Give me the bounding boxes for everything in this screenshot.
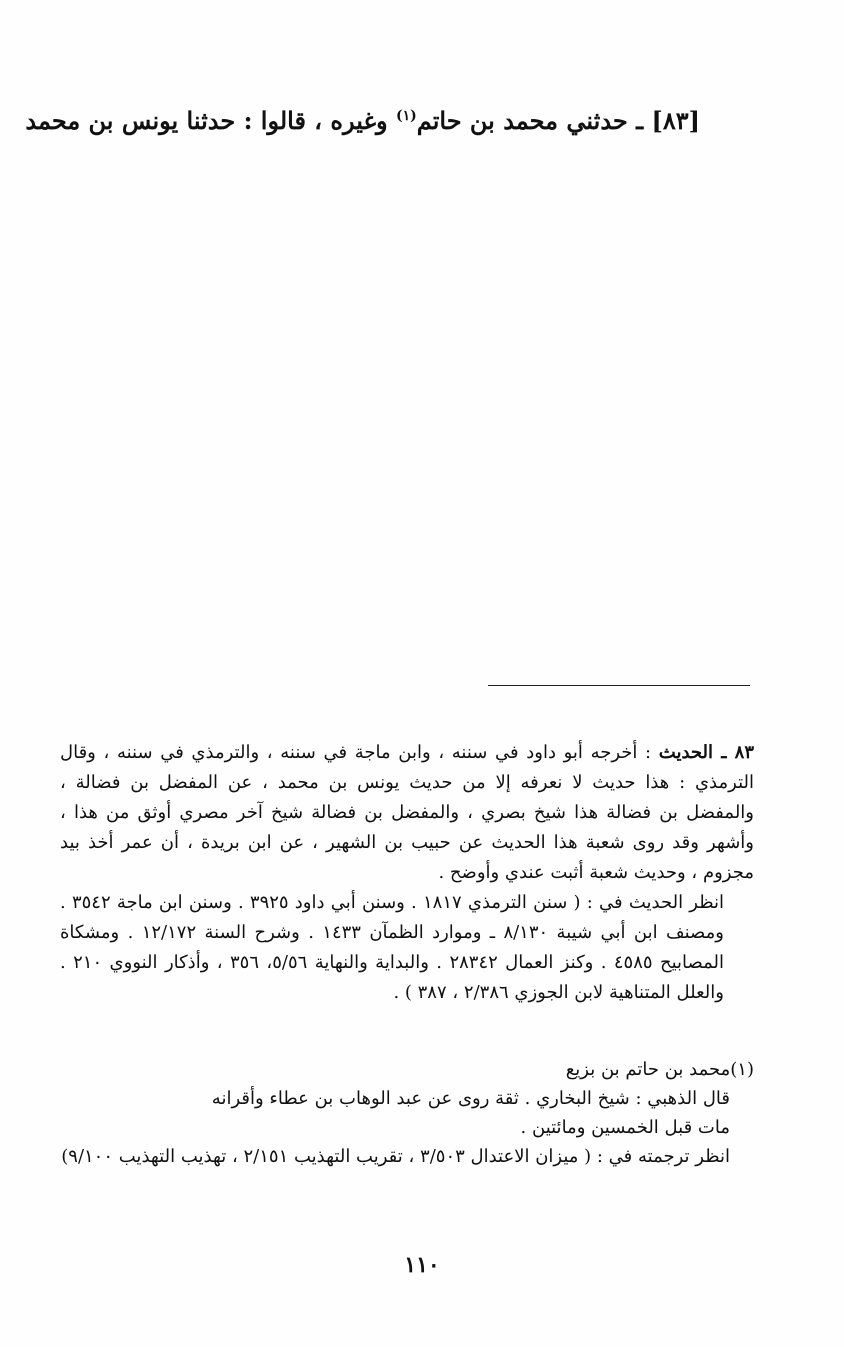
narrator-footnote — [60, 1055, 754, 1171]
hadith-sources: انظر الحديث في : ( سنن الترمذي ١٨١٧ . وسنن أبي داود ٣٩٢٥ . وسنن ابن ماجة ٣٥٤٢ . ومصنف ابن أبي شيبة ٨/١٣٠ ـ وموارد الظمآن ١٤٣٣ . وشرح السنة ١٢/١٧٢ . ومشكاة المصابيح ٤٥٨٥ . وكنز العمال ٢٨٣٤٢ . والبداية والنهاية ٥/٥٦، ٣٥٦ ، وأذكار النووي ٢١٠ . والعلل المتناهية لابن الجوزي ٢/٣٨٦ ، ٣٨٧ ) . — [60, 892, 725, 1003]
footnote-line-3: انظر ترجمته في : ( ميزان الاعتدال ٣/٥٠٣ ، تقريب التهذيب ٢/١٥١ ، تهذيب التهذيب ٩/١٠٠) — [61, 1146, 730, 1167]
hadith-number: [٨٣] — [651, 106, 700, 135]
footnote-reference-mark: (١) — [395, 108, 417, 124]
hadith-notes — [60, 738, 754, 1008]
page-number: ١١٠ — [404, 1252, 440, 1278]
hadith-note-label: ٨٣ ـ الحديث — [658, 742, 754, 763]
footnote-line-2: مات قبل الخمسين ومائتين . — [520, 1117, 730, 1138]
hadith-note-text: : أخرجه أبو داود في سننه ، وابن ماجة في سننه ، والترمذي في سننه ، وقال الترمذي : هذا حديث لا نعرفه إلا من حديث يونس بن محمد ، عن المفضل بن فضالة ، والمفضل بن فضالة هذا شيخ بصري ، والمفضل بن فضالة شيخ آخر مصري أوثق من هذا ، وأشهر وقد روى شعبة هذا الحديث عن حبيب بن الشهير ، عن ابن بريدة ، أن عمر أخذ بيد مجزوم ، وحديث شعبة أثبت عندي وأوضح . — [60, 742, 754, 883]
hadith-main-line — [25, 96, 700, 141]
hadith-commentary — [60, 738, 754, 888]
footnote-line-1: قال الذهبي : شيخ البخاري . ثقة روى عن عبد الوهاب بن عطاء وأقرانه — [211, 1088, 730, 1109]
hadith-chain-start: ـ حدثني محمد بن حاتم — [416, 106, 644, 135]
footnote-divider — [488, 685, 750, 686]
hadith-chain-end: وغيره ، قالوا : حدثنا يونس بن محمد — [25, 106, 396, 135]
footnote-heading: (١)محمد بن حاتم بن بزيع — [565, 1059, 754, 1080]
